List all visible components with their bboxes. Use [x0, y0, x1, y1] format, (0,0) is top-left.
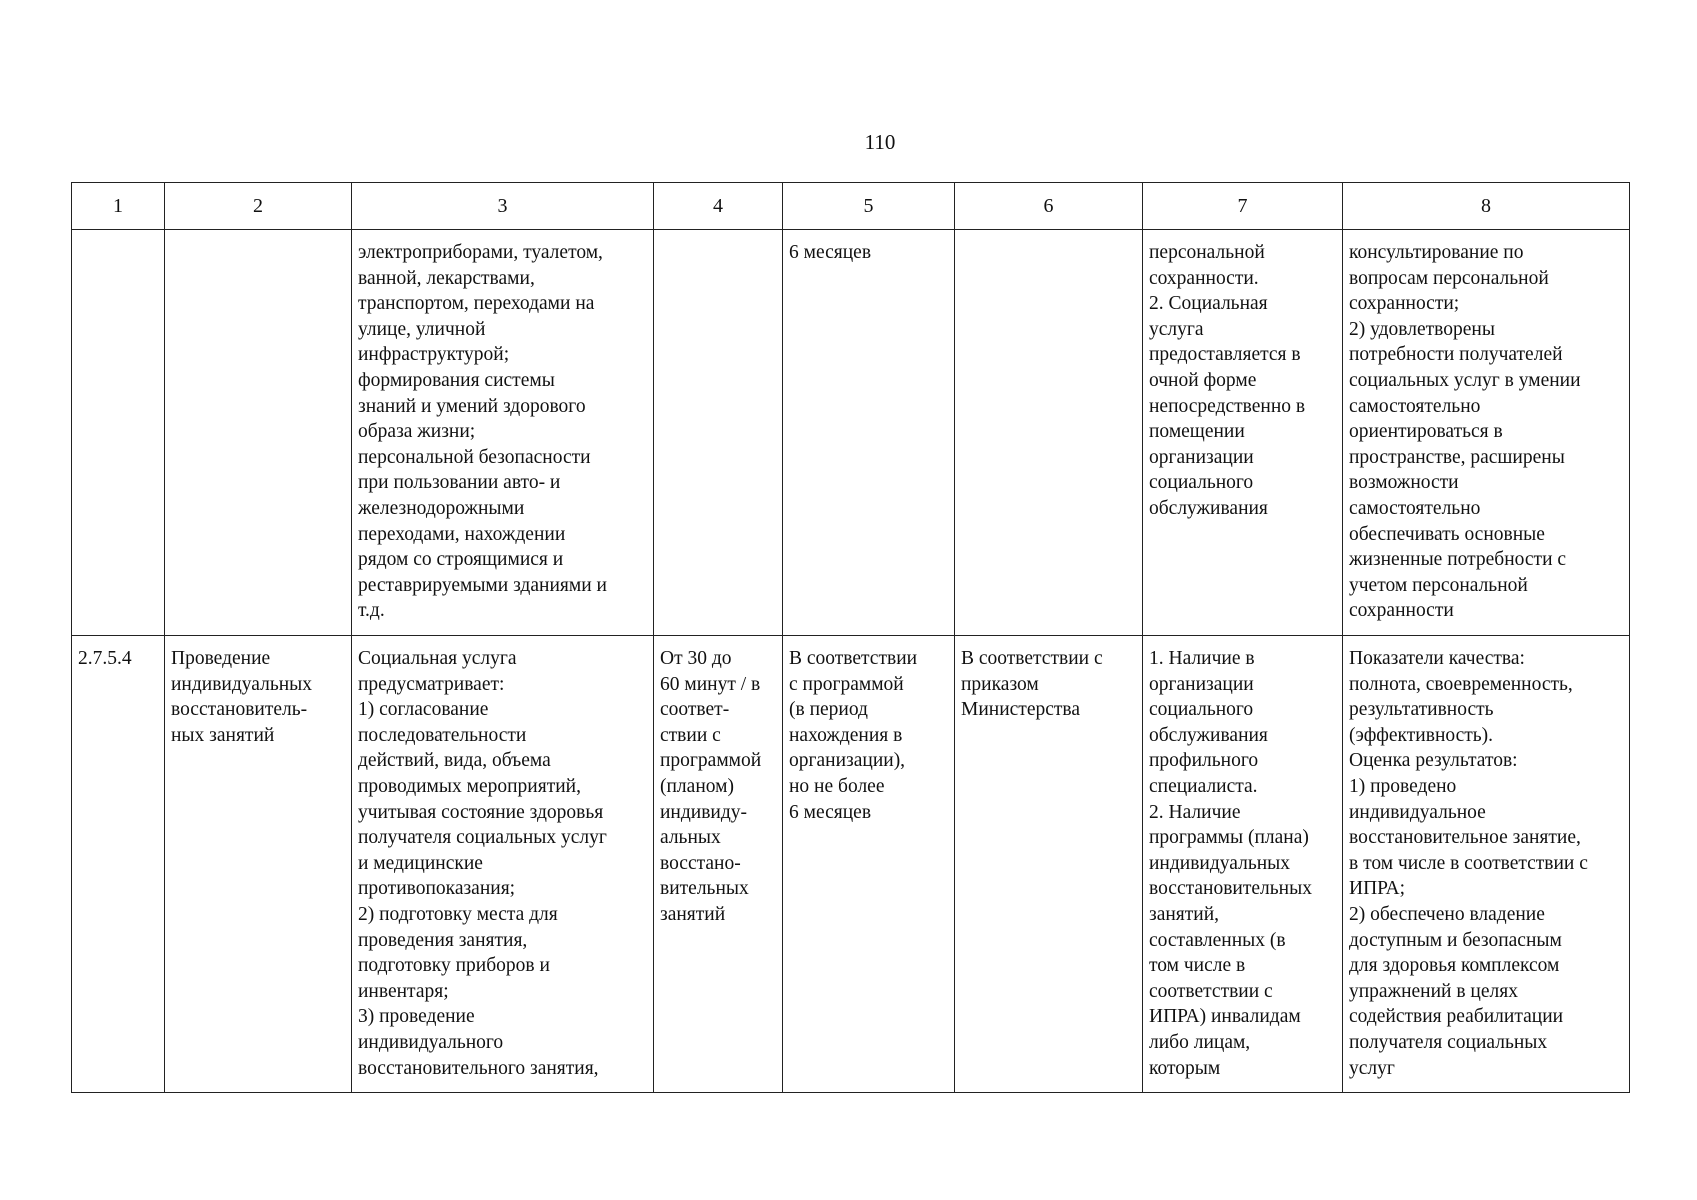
column-header-6: 6	[955, 183, 1143, 230]
time-norm-cell	[654, 230, 783, 636]
cost-basis-cell: В соответствии с приказом Министерства	[955, 636, 1143, 1093]
period-cell: 6 месяцев	[783, 230, 955, 636]
period-cell: В соответствии с программой (в период нахождения в организации), но не более 6 месяцев	[783, 636, 955, 1093]
service-name-cell	[165, 230, 352, 636]
column-header-7: 7	[1143, 183, 1343, 230]
time-norm-cell: От 30 до 60 минут / в соответ- ствии с программой (планом) индивиду- альных восстано- вительных занятий	[654, 636, 783, 1093]
service-description-cell: Социальная услуга предусматривает: 1) согласование последовательности действий, вида, объема проводимых мероприятий, учитывая состояние здоровья получателя социальных услуг и медицинские противопоказания; 2) подготовку места для проведения занятия, подготовку приборов и инвентаря; 3) проведение индивидуального восстановительного занятия,	[352, 636, 654, 1093]
service-code-cell: 2.7.5.4	[72, 636, 165, 1093]
column-header-2: 2	[165, 183, 352, 230]
column-header-1: 1	[72, 183, 165, 230]
conditions-cell: персональной сохранности. 2. Социальная услуга предоставляется в очной форме непосредственно в помещении организации социального обслуживания	[1143, 230, 1343, 636]
column-number-row	[72, 183, 1630, 230]
column-header-4: 4	[654, 183, 783, 230]
table-row	[72, 230, 1630, 636]
service-name-cell: Проведение индивидуальных восстановитель- ных занятий	[165, 636, 352, 1093]
cost-basis-cell	[955, 230, 1143, 636]
column-header-5: 5	[783, 183, 955, 230]
column-header-3: 3	[352, 183, 654, 230]
column-header-8: 8	[1343, 183, 1630, 230]
page-number: 110	[864, 130, 896, 154]
quality-cell: Показатели качества: полнота, своевременность, результативность (эффективность). Оценка результатов: 1) проведено индивидуальное восстановительное занятие, в том числе в соответствии с ИПРА; 2) обеспечено владение доступным и безопасным для здоровья комплексом упражнений в целях содействия реабилитации получателя социальных услуг	[1343, 636, 1630, 1093]
services-table	[71, 182, 1630, 1093]
conditions-cell: 1. Наличие в организации социального обслуживания профильного специалиста. 2. Наличие программы (плана) индивидуальных восстановительных занятий, составленных (в том числе в соответствии с ИПРА) инвалидам либо лицам, которым	[1143, 636, 1343, 1093]
service-description-cell: электроприборами, туалетом, ванной, лекарствами, транспортом, переходами на улице, уличной инфраструктурой; формирования системы знаний и умений здорового образа жизни; персональной безопасности при пользовании авто- и железнодорожными переходами, нахождении рядом со строящимися и реставрируемыми зданиями и т.д.	[352, 230, 654, 636]
service-code-cell	[72, 230, 165, 636]
table-row	[72, 636, 1630, 1093]
quality-cell: консультирование по вопросам персональной сохранности; 2) удовлетворены потребности получателей социальных услуг в умении самостоятельно ориентироваться в пространстве, расширены возможности самостоятельно обеспечивать основные жизненные потребности с учетом персональной сохранности	[1343, 230, 1630, 636]
